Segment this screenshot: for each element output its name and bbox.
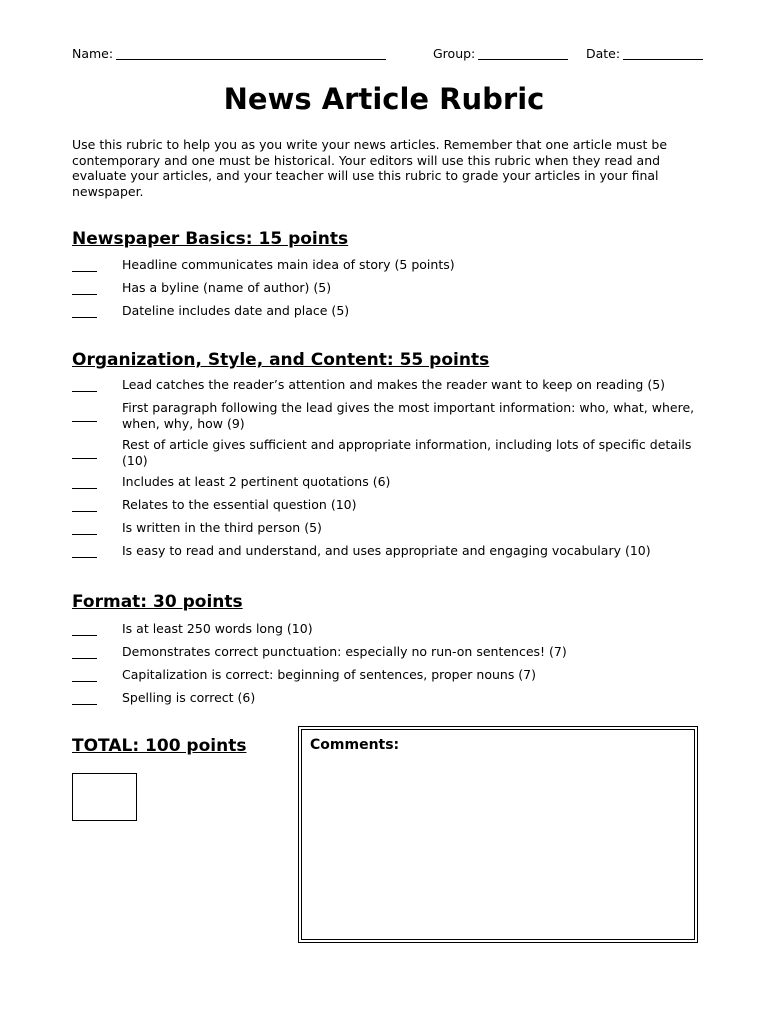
- checkbox-blank[interactable]: [72, 534, 97, 535]
- date-label: Date:: [586, 46, 621, 61]
- name-label: Name:: [72, 46, 114, 61]
- checkbox-blank[interactable]: [72, 294, 97, 295]
- checkbox-blank[interactable]: [72, 317, 97, 318]
- date-blank-line[interactable]: [623, 47, 703, 60]
- section-items-format: [72, 621, 702, 713]
- rubric-item-text: Relates to the essential question (10): [122, 497, 357, 512]
- rubric-item: [72, 474, 702, 491]
- total-score-box[interactable]: [72, 773, 137, 821]
- rubric-item-text: Is easy to read and understand, and uses appropriate and engaging vocabulary (10): [122, 543, 651, 558]
- rubric-item: [72, 690, 702, 707]
- comments-label: Comments:: [310, 737, 400, 753]
- rubric-item: [72, 520, 702, 537]
- name-field[interactable]: [72, 46, 386, 61]
- date-field[interactable]: [586, 46, 703, 61]
- rubric-item-text: Includes at least 2 pertinent quotations (6): [122, 474, 391, 489]
- rubric-item: [72, 377, 702, 394]
- rubric-item: [72, 257, 702, 274]
- rubric-item-text: Rest of article gives sufficient and appropriate information, including lots of specific details (10): [122, 437, 692, 468]
- rubric-item-text: Demonstrates correct punctuation: especially no run-on sentences! (7): [122, 644, 567, 659]
- rubric-item-text: Dateline includes date and place (5): [122, 303, 350, 318]
- rubric-item: [72, 667, 702, 684]
- rubric-item: [72, 497, 702, 514]
- section-heading-organization: Organization, Style, and Content: 55 points: [72, 350, 490, 370]
- header-fields: [72, 46, 706, 62]
- checkbox-blank[interactable]: [72, 458, 97, 459]
- section-items-basics: [72, 257, 702, 326]
- page-title: News Article Rubric: [223, 82, 545, 116]
- checkbox-blank[interactable]: [72, 658, 97, 659]
- total-heading: TOTAL: 100 points: [72, 736, 247, 756]
- rubric-item: [72, 543, 702, 560]
- rubric-item: [72, 280, 702, 297]
- checkbox-blank[interactable]: [72, 271, 97, 272]
- checkbox-blank[interactable]: [72, 557, 97, 558]
- group-field[interactable]: [433, 46, 568, 61]
- rubric-item-text: Has a byline (name of author) (5): [122, 280, 332, 295]
- group-label: Group:: [433, 46, 476, 61]
- rubric-item-text: Headline communicates main idea of story (5 points): [122, 257, 455, 272]
- rubric-item-text: Is at least 250 words long (10): [122, 621, 313, 636]
- checkbox-blank[interactable]: [72, 421, 97, 422]
- section-heading-format: Format: 30 points: [72, 592, 243, 612]
- rubric-item-text: First paragraph following the lead gives the most important information: who, what, where, when, why, how (9): [122, 400, 695, 431]
- rubric-item: [72, 644, 702, 661]
- rubric-item: [72, 621, 702, 638]
- group-blank-line[interactable]: [478, 47, 568, 60]
- checkbox-blank[interactable]: [72, 391, 97, 392]
- rubric-item-text: Is written in the third person (5): [122, 520, 322, 535]
- rubric-item-text: Spelling is correct (6): [122, 690, 256, 705]
- rubric-item: [72, 437, 702, 468]
- rubric-item-text: Lead catches the reader’s attention and makes the reader want to keep on reading (5): [122, 377, 666, 392]
- comments-box[interactable]: [298, 726, 698, 943]
- rubric-item: [72, 303, 702, 320]
- rubric-item: [72, 400, 702, 431]
- checkbox-blank[interactable]: [72, 704, 97, 705]
- intro-paragraph: Use this rubric to help you as you write your news articles. Remember that one article must be contemporary and one must be historical. Your editors will use this rubric when they read and evaluate your articles, and your teacher will use this rubric to grade your articles in your final newspaper.: [72, 137, 668, 199]
- name-blank-line[interactable]: [116, 47, 386, 60]
- checkbox-blank[interactable]: [72, 681, 97, 682]
- checkbox-blank[interactable]: [72, 511, 97, 512]
- section-heading-basics: Newspaper Basics: 15 points: [72, 229, 349, 249]
- rubric-item-text: Capitalization is correct: beginning of sentences, proper nouns (7): [122, 667, 537, 682]
- checkbox-blank[interactable]: [72, 488, 97, 489]
- checkbox-blank[interactable]: [72, 635, 97, 636]
- section-items-organization: [72, 377, 702, 566]
